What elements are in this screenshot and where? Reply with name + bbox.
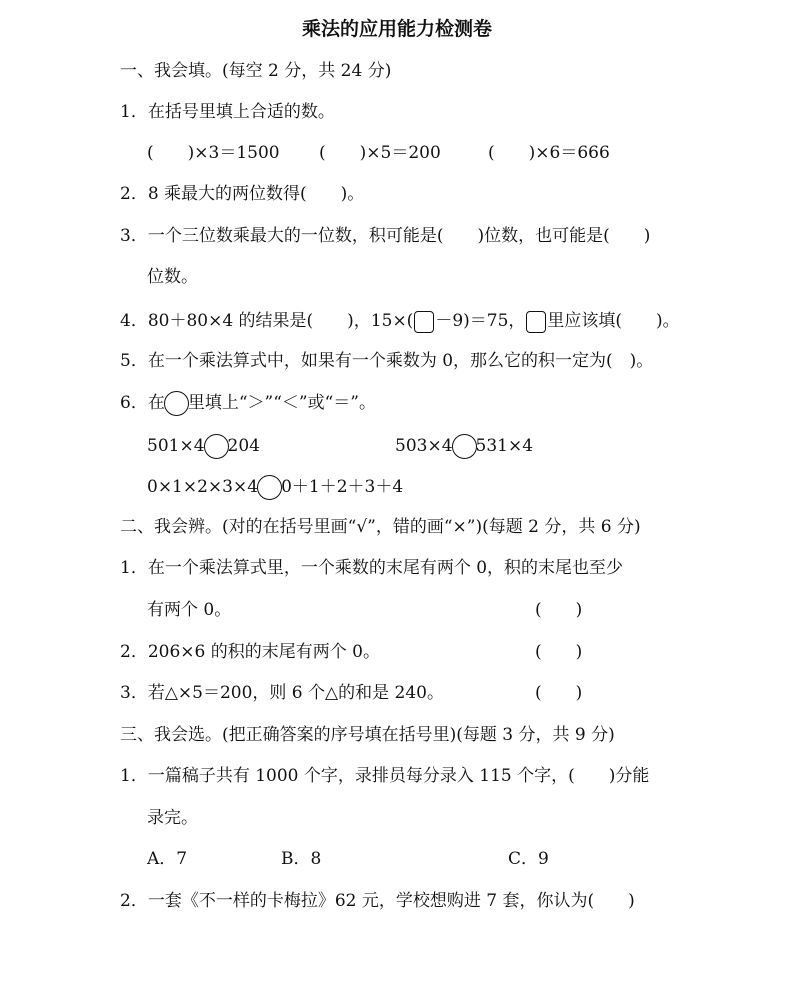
s3-question-2: 2．一套《不一样的卡梅拉》62 元，学校想购进 7 套，你认为( ) [120, 891, 635, 911]
compare-left: 503×4 [395, 436, 453, 456]
s1-question-3-line1: 3．一个三位数乘最大的一位数，积可能是( )位数，也可能是( ) [120, 226, 651, 246]
s2-question-1-line1: 1．在一个乘法算式里，一个乘数的末尾有两个 0，积的末尾也至少 [120, 558, 624, 578]
s1-q4-part1: 4．80＋80×4 的结果是( )，15×( [120, 311, 414, 331]
s1-question-1: 1．在括号里填上合适的数。 [120, 102, 335, 122]
s1-q6-part2: 里填上“＞”“＜”或“＝”。 [187, 393, 376, 413]
s1-q4-part3: 里应该填( )。 [547, 311, 680, 331]
option-a: A．7 [147, 849, 188, 869]
section2-heading: 二、我会辨。(对的在括号里画“√”，错的画“×”)(每题 2 分，共 6 分) [120, 517, 641, 537]
blank-square-icon [414, 311, 434, 333]
blank-circle-icon [452, 434, 477, 459]
s1-question-3-line2: 位数。 [147, 267, 198, 287]
section3-heading: 三、我会选。(把正确答案的序号填在括号里)(每题 3 分，共 9 分) [120, 725, 615, 745]
compare-left: 0×1×2×3×4 [147, 477, 259, 497]
answer-paren: ( ) [535, 600, 583, 620]
blank-circle-icon [164, 391, 189, 416]
compare-right: 204 [227, 436, 260, 456]
option-b: B．8 [281, 849, 322, 869]
s1-q6-compare-a [147, 434, 260, 459]
answer-paren: ( ) [535, 642, 583, 662]
s1-q6-compare-b [395, 434, 533, 459]
s1-q1-blank-c: ( )×6＝666 [488, 143, 610, 163]
s2-question-3: 3．若△×5＝200，则 6 个△的和是 240。 [120, 683, 444, 703]
s1-q6-compare-c [147, 475, 403, 500]
option-c: C．9 [508, 849, 549, 869]
s1-question-6 [120, 391, 376, 416]
s1-q1-blank-b: ( )×5＝200 [319, 143, 441, 163]
s1-q1-blank-a: ( )×3＝1500 [147, 143, 280, 163]
s3-question-1-line1: 1．一篇稿子共有 1000 个字，录排员每分录入 115 个字，( )分能 [120, 766, 650, 786]
s2-question-1-line2: 有两个 0。 [147, 600, 232, 620]
s1-question-4 [120, 309, 680, 333]
blank-circle-icon [204, 434, 229, 459]
compare-left: 501×4 [147, 436, 205, 456]
s1-q4-part2: －9)＝75， [435, 311, 526, 331]
s1-q6-part1: 6．在 [120, 393, 165, 413]
blank-circle-icon [257, 475, 282, 500]
compare-right: 0＋1＋2＋3＋4 [281, 477, 404, 497]
section1-heading: 一、我会填。(每空 2 分，共 24 分) [120, 61, 392, 81]
answer-paren: ( ) [535, 683, 583, 703]
s2-question-2: 2．206×6 的积的末尾有两个 0。 [120, 642, 380, 662]
page-title: 乘法的应用能力检测卷 [301, 18, 492, 40]
blank-square-icon [526, 311, 546, 333]
s1-question-2: 2．8 乘最大的两位数得( )。 [120, 184, 365, 204]
compare-right: 531×4 [475, 436, 534, 456]
s1-question-5: 5．在一个乘法算式中，如果有一个乘数为 0，那么它的积一定为( )。 [120, 351, 654, 371]
s3-question-1-line2: 录完。 [147, 808, 198, 828]
